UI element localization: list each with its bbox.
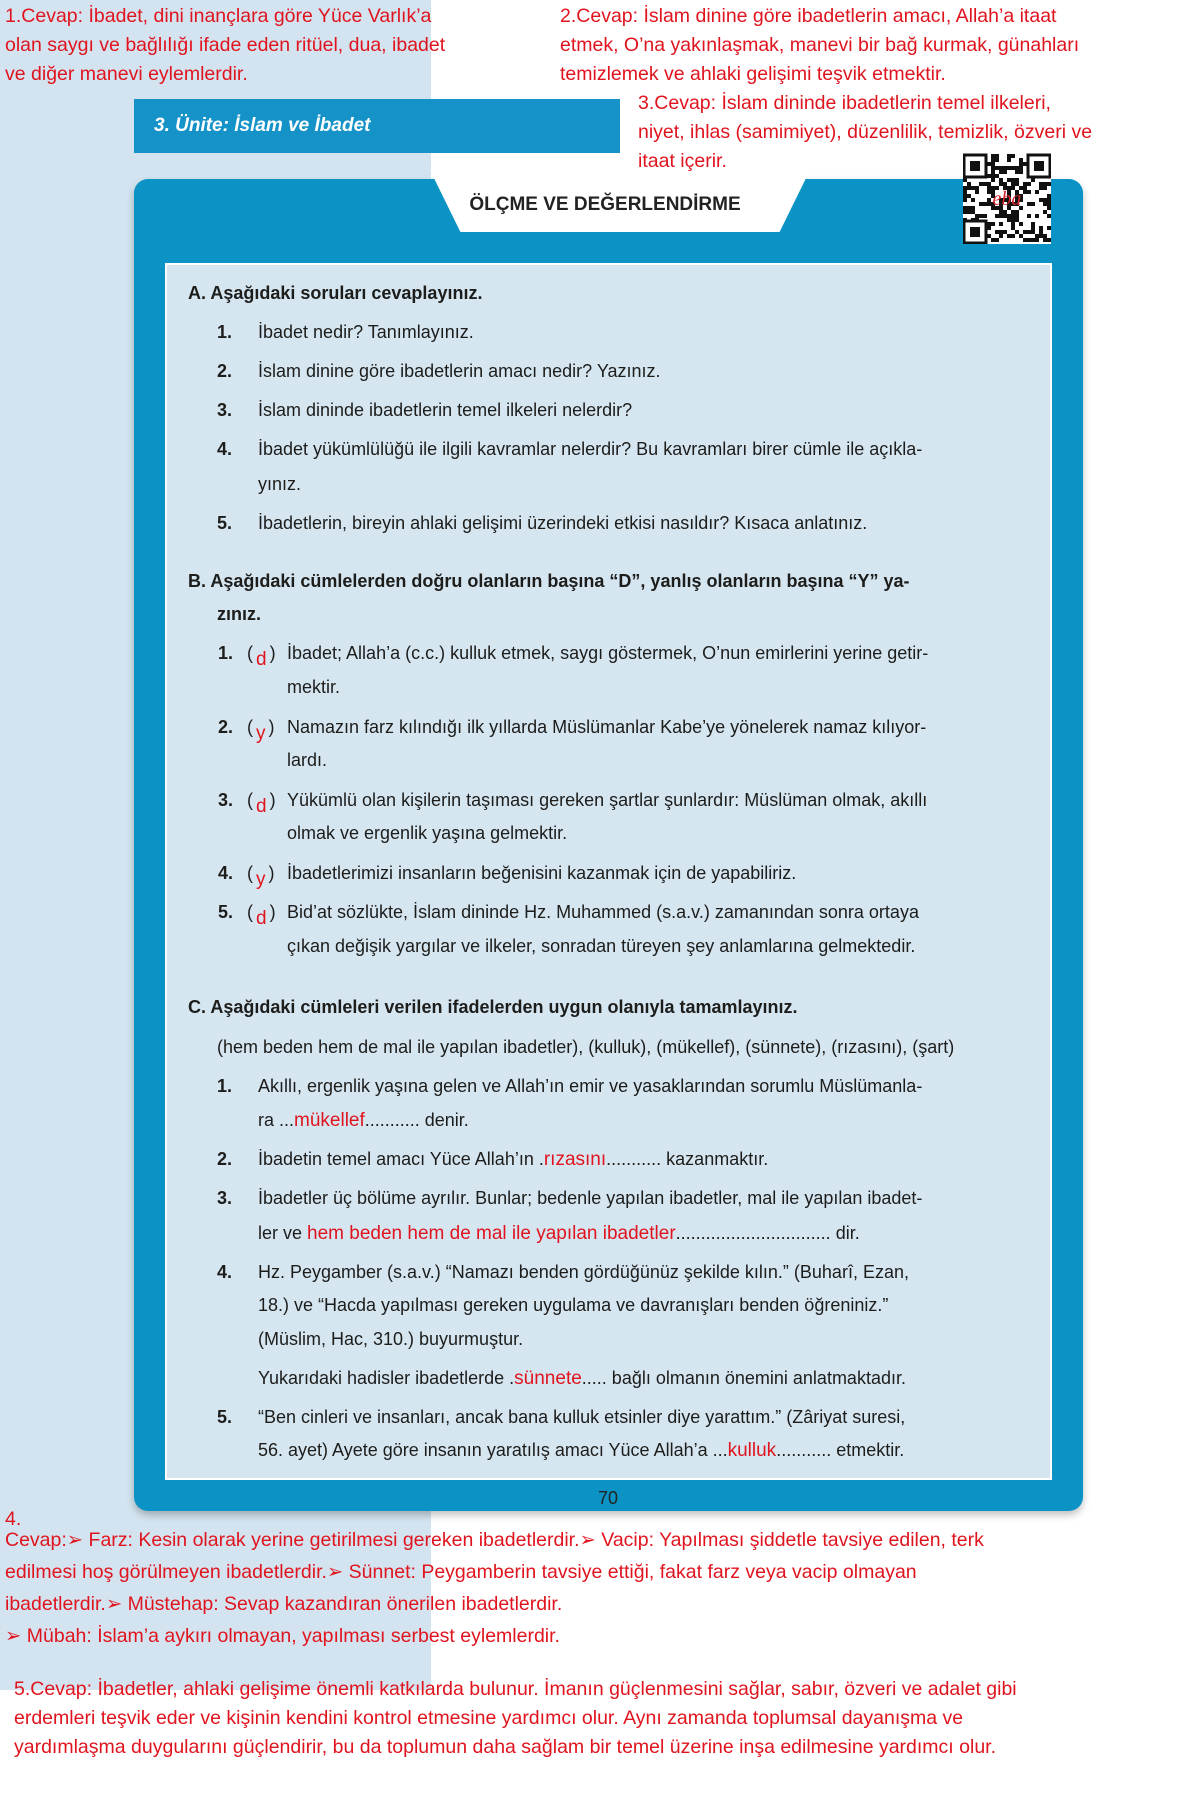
handwritten-mark: d	[256, 796, 267, 817]
fill-blank-line	[258, 1147, 768, 1172]
text: Yukarıdaki hadisler ibadetlerde .	[258, 1368, 515, 1388]
question-text: İbadet nedir? Tanımlayınız.	[258, 322, 474, 342]
true-false-blank[interactable]: ( d )	[247, 902, 276, 929]
statement-text: olmak ve ergenlik yaşına gelmektir.	[287, 823, 568, 843]
statement-text: mektir.	[287, 677, 341, 697]
question-number: 4.	[217, 1262, 233, 1282]
question-text: Hz. Peygamber (s.a.v.) “Namazı benden gördüğünüz şekilde kılın.” (Buharî, Ezan,	[258, 1262, 909, 1282]
answer-line: ➢ Mübah: İslam’a aykırı olmayan, yapılması serbest eylemlerdir.	[5, 1625, 560, 1647]
question-number: 4.	[217, 439, 233, 459]
question-text: yınız.	[258, 474, 302, 494]
answer-line: olan saygı ve bağlılığı ifade eden ritüel, dua, ibadet	[5, 34, 446, 56]
answer-4	[5, 1526, 984, 1654]
answer-4-label: 4.	[5, 1508, 22, 1530]
statement-number: 5.	[218, 902, 234, 922]
answer-line: itaat içerir.	[638, 150, 727, 172]
answer-1	[5, 2, 445, 89]
section-b-heading: B. Aşağıdaki cümlelerden doğru olanların başına “D”, yanlış olanların başına “Y” ya-	[188, 571, 910, 591]
fill-blank-line	[258, 1221, 860, 1246]
unit-title: 3. Ünite: İslam ve İbadet	[134, 99, 620, 153]
page-number: 70	[598, 1488, 619, 1508]
fill-blank-line	[258, 1366, 906, 1391]
statement-number: 4.	[218, 863, 234, 883]
question-number: 2.	[217, 1149, 233, 1169]
statement-number: 3.	[218, 790, 234, 810]
section-title: ÖLÇME VE DEĞERLENDİRME	[469, 194, 741, 215]
statement-number: 2.	[218, 717, 234, 737]
text: ........... etmektir.	[776, 1440, 905, 1460]
statement-text: çıkan değişik yargılar ve ilkeler, sonradan türeyen şey anlamlarına gelmektedir.	[287, 936, 916, 956]
section-a-heading: A. Aşağıdaki soruları cevaplayınız.	[188, 283, 483, 303]
answer-line: etmek, O’na yakınlaşmak, manevi bir bağ kurmak, günahları	[560, 34, 1080, 56]
handwritten-answer: mükellef	[294, 1110, 365, 1131]
handwritten-answer: kulluk	[727, 1440, 777, 1461]
answer-line: ve diğer manevi eylemlerdir.	[5, 63, 248, 85]
question-text: “Ben cinleri ve insanları, ancak bana kulluk etsinler diye yarattım.” (Zâriyat suresi,	[258, 1407, 906, 1427]
answer-line: niyet, ihlas (samimiyet), düzenlilik, temizlik, özveri ve	[638, 121, 1093, 143]
answer-line: Cevap:➢ Farz: Kesin olarak yerine getirilmesi gereken ibadetlerdir.➢ Vacip: Yapılması şiddetle tavsiye edilen, terk	[5, 1529, 984, 1551]
handwritten-mark: y	[256, 869, 266, 890]
fill-blank-line	[258, 1108, 469, 1133]
text: ........... denir.	[364, 1110, 469, 1130]
text: ler ve	[258, 1223, 308, 1243]
handwritten-answer: sünnete	[514, 1368, 582, 1389]
text: İbadetin temel amacı Yüce Allah’ın .	[258, 1149, 544, 1169]
section-b-heading-cont: zınız.	[217, 604, 261, 624]
statement-text: Yükümlü olan kişilerin taşıması gereken şartlar şunlardır: Müslüman olmak, akıllı	[287, 790, 928, 810]
question-number: 1.	[217, 322, 233, 342]
text: ra ...	[258, 1110, 295, 1130]
question-number: 5.	[217, 513, 233, 533]
statement-text: Namazın farz kılındığı ilk yıllarda Müslümanlar Kabe’ye yönelerek namaz kılıyor-	[287, 717, 927, 737]
question-text: İbadetler üç bölüme ayrılır. Bunlar; bedenle yapılan ibadetler, mal ile yapılan ibadet-	[258, 1188, 923, 1208]
answer-line: edilmesi hoş görülmeyen ibadetlerdir.➢ Sünnet: Peygamberin tavsiye ettiği, fakat farz veya vacip olmayan	[5, 1561, 917, 1583]
answer-line: 2.Cevap: İslam dinine göre ibadetlerin amacı, Allah’a itaat	[560, 5, 1057, 27]
statement-text: İbadet; Allah’a (c.c.) kulluk etmek, saygı göstermek, O’nun emirlerini yerine getir-	[287, 643, 929, 663]
statement-text: lardı.	[287, 750, 328, 770]
question-text: İslam dinine göre ibadetlerin amacı nedir? Yazınız.	[258, 361, 661, 381]
true-false-blank[interactable]: ( d )	[247, 790, 276, 817]
handwritten-mark: y	[256, 723, 266, 744]
handwritten-mark: d	[256, 908, 267, 929]
true-false-blank[interactable]: ( y )	[247, 863, 275, 890]
question-text: 18.) ve “Hacda yapılması gereken uygulama ve davranışları benden öğreniniz.”	[258, 1295, 889, 1315]
answer-line: temizlemek ve ahlaki gelişimi teşvik etmektir.	[560, 63, 946, 85]
question-number: 1.	[217, 1076, 233, 1096]
answer-2	[560, 2, 1079, 89]
handwritten-mark: d	[256, 649, 267, 670]
section-c-heading: C. Aşağıdaki cümleleri verilen ifadelerden uygun olanıyla tamamlayınız.	[188, 997, 798, 1017]
answer-line: ibadetlerdir.➢ Müstehap: Sevap kazandıran önerilen ibadetlerdir.	[5, 1593, 563, 1615]
true-false-blank[interactable]: ( d )	[247, 643, 276, 670]
answer-line: erdemleri teşvik eder ve kişinin kendini kontrol etmesine yardımcı olur. Aynı zamanda toplumsal dayanışma ve	[14, 1707, 964, 1729]
answer-5	[14, 1675, 1017, 1762]
statement-text: İbadetlerimizi insanların beğenisini kazanmak için de yapabiliriz.	[287, 863, 797, 883]
text: ..... bağlı olmanın önemini anlatmaktadır.	[581, 1368, 906, 1388]
answer-line: yardımlaşma duygularını güçlendirir, bu da toplumun daha sağlam bir temel üzerine inşa edilmesine yardımcı olur.	[14, 1736, 996, 1758]
answer-line: 1.Cevap: İbadet, dini inançlara göre Yüce Varlık’a	[5, 5, 432, 27]
question-number: 3.	[217, 1188, 233, 1208]
statement-text: Bid’at sözlükte, İslam dininde Hz. Muhammed (s.a.v.) zamanından sonra ortaya	[287, 902, 919, 922]
answer-line: 5.Cevap: İbadetler, ahlaki gelişime önemli katkılarda bulunur. İmanın güçlenmesini sağlar, sabır, özveri ve adalet gibi	[14, 1678, 1017, 1700]
question-text: İbadetlerin, bireyin ahlaki gelişimi üzerindeki etkisi nasıldır? Kısaca anlatınız.	[258, 513, 868, 533]
statement-number: 1.	[218, 643, 234, 663]
question-text: (Müslim, Hac, 310.) buyurmuştur.	[258, 1329, 524, 1349]
svg-text:eba: eba	[992, 188, 1022, 210]
text: ............................... dir.	[675, 1223, 860, 1243]
question-number: 3.	[217, 400, 233, 420]
question-text: İslam dininde ibadetlerin temel ilkeleri nelerdir?	[258, 400, 633, 420]
question-number: 5.	[217, 1407, 233, 1427]
question-text: Akıllı, ergenlik yaşına gelen ve Allah’ın emir ve yasaklarından sorumlu Müslümanla-	[258, 1076, 923, 1096]
fill-blank-line	[258, 1438, 904, 1463]
question-text: İbadet yükümlülüğü ile ilgili kavramlar nelerdir? Bu kavramları birer cümle ile açıkla-	[258, 439, 923, 459]
handwritten-answer: rızasını	[543, 1149, 607, 1170]
text: ........... kazanmaktır.	[606, 1149, 769, 1169]
section-c-options: (hem beden hem de mal ile yapılan ibadetler), (kulluk), (mükellef), (sünnete), (rızasını), (şart)	[217, 1037, 955, 1057]
answer-line: 3.Cevap: İslam dininde ibadetlerin temel ilkeleri,	[638, 92, 1051, 114]
qr-code-icon[interactable]	[963, 153, 1051, 244]
question-number: 2.	[217, 361, 233, 381]
true-false-blank[interactable]: ( y )	[247, 717, 275, 744]
text: 56. ayet) Ayete göre insanın yaratılış amacı Yüce Allah’a ...	[258, 1440, 728, 1460]
handwritten-answer: hem beden hem de mal ile yapılan ibadetler	[307, 1223, 676, 1244]
